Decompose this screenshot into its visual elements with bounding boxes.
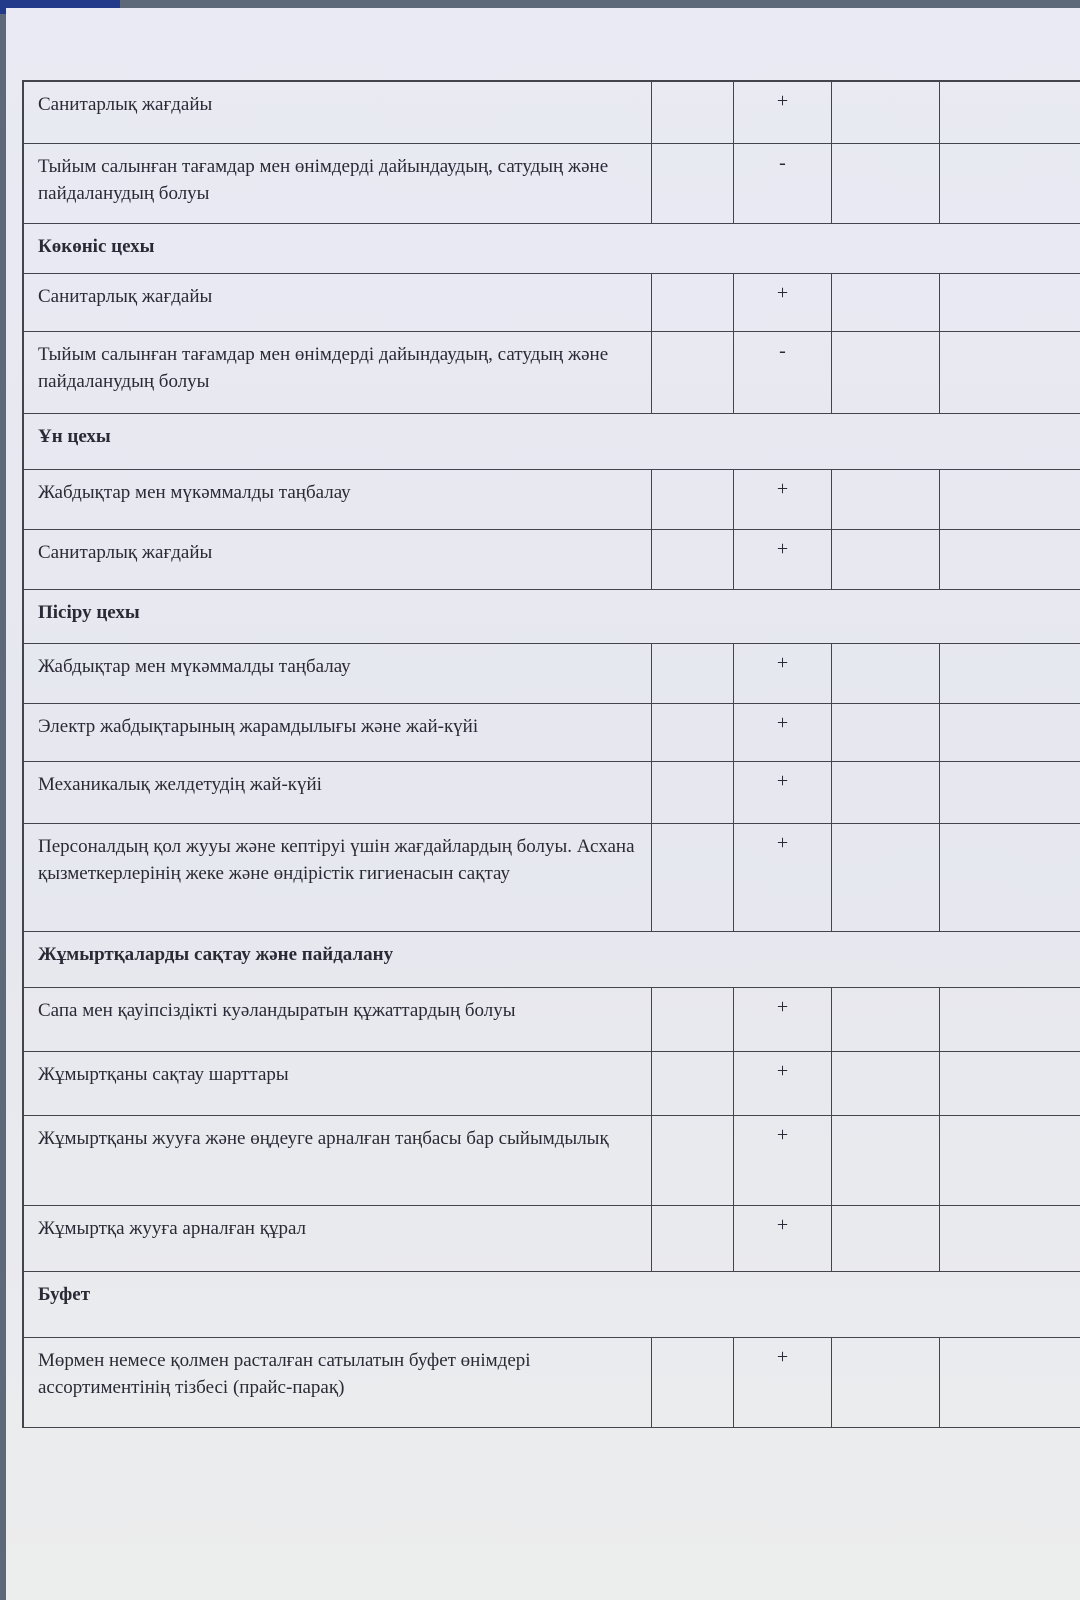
empty-cell bbox=[832, 470, 940, 529]
mark-cell: + bbox=[734, 704, 832, 761]
empty-cell bbox=[652, 1116, 734, 1205]
section-heading: Жұмыртқаларды сақтау және пайдалану bbox=[24, 932, 1080, 988]
mark-cell: + bbox=[734, 1116, 832, 1205]
empty-cell bbox=[832, 762, 940, 823]
empty-cell bbox=[832, 1116, 940, 1205]
criterion-text: Персоналдың қол жууы және кептіруі үшін жағдайлардың болуы. Асхана қызметкерлерінің жеке және өндірістік гигиенасын сақтау bbox=[24, 824, 652, 931]
criterion-text: Тыйым салынған тағамдар мен өнімдерді дайындаудың, сатудың және пайдаланудың болуы bbox=[24, 144, 652, 223]
document-page bbox=[6, 8, 1080, 1600]
empty-cell bbox=[652, 704, 734, 761]
empty-cell bbox=[940, 530, 1080, 589]
empty-cell bbox=[940, 1338, 1080, 1427]
empty-cell bbox=[940, 274, 1080, 331]
table-row bbox=[24, 1338, 1080, 1428]
empty-cell bbox=[940, 762, 1080, 823]
mark-cell: + bbox=[734, 274, 832, 331]
criterion-text: Жұмыртқаны сақтау шарттары bbox=[24, 1052, 652, 1115]
empty-cell bbox=[832, 274, 940, 331]
empty-cell bbox=[940, 144, 1080, 223]
empty-cell bbox=[652, 470, 734, 529]
empty-cell bbox=[832, 1052, 940, 1115]
mark-cell: + bbox=[734, 824, 832, 931]
criterion-text: Механикалық желдетудің жай-күйі bbox=[24, 762, 652, 823]
empty-cell bbox=[832, 988, 940, 1051]
mark-cell: + bbox=[734, 470, 832, 529]
empty-cell bbox=[940, 644, 1080, 703]
criterion-text: Сапа мен қауіпсіздікті куәландыратын құжаттардың болуы bbox=[24, 988, 652, 1051]
table-row bbox=[24, 988, 1080, 1052]
empty-cell bbox=[832, 1206, 940, 1271]
mark-cell: + bbox=[734, 644, 832, 703]
mark-cell: + bbox=[734, 530, 832, 589]
empty-cell bbox=[652, 82, 734, 143]
criterion-text: Тыйым салынған тағамдар мен өнімдерді дайындаудың, сатудың және пайдаланудың болуы bbox=[24, 332, 652, 413]
empty-cell bbox=[652, 1338, 734, 1427]
criterion-text: Санитарлық жағдайы bbox=[24, 274, 652, 331]
empty-cell bbox=[940, 1116, 1080, 1205]
empty-cell bbox=[940, 1206, 1080, 1271]
empty-cell bbox=[832, 530, 940, 589]
empty-cell bbox=[832, 1338, 940, 1427]
empty-cell bbox=[832, 144, 940, 223]
table-row bbox=[24, 824, 1080, 932]
table-row bbox=[24, 644, 1080, 704]
mark-cell: + bbox=[734, 1338, 832, 1427]
empty-cell bbox=[652, 988, 734, 1051]
mark-cell: + bbox=[734, 762, 832, 823]
empty-cell bbox=[940, 82, 1080, 143]
empty-cell bbox=[832, 824, 940, 931]
criterion-text: Жабдықтар мен мүкәммалды таңбалау bbox=[24, 470, 652, 529]
empty-cell bbox=[652, 1206, 734, 1271]
criterion-text: Электр жабдықтарының жарамдылығы және жай-күйі bbox=[24, 704, 652, 761]
table-row bbox=[24, 1052, 1080, 1116]
empty-cell bbox=[940, 704, 1080, 761]
mark-cell: + bbox=[734, 82, 832, 143]
empty-cell bbox=[832, 644, 940, 703]
section-heading: Көкөніс цехы bbox=[24, 224, 1080, 274]
table-row bbox=[24, 332, 1080, 414]
mark-cell: + bbox=[734, 1206, 832, 1271]
criterion-text: Санитарлық жағдайы bbox=[24, 82, 652, 143]
empty-cell bbox=[652, 274, 734, 331]
empty-cell bbox=[940, 824, 1080, 931]
criterion-text: Санитарлық жағдайы bbox=[24, 530, 652, 589]
empty-cell bbox=[832, 82, 940, 143]
table-row bbox=[24, 82, 1080, 144]
empty-cell bbox=[652, 762, 734, 823]
empty-cell bbox=[940, 988, 1080, 1051]
mark-cell: + bbox=[734, 988, 832, 1051]
empty-cell bbox=[652, 644, 734, 703]
table-row bbox=[24, 274, 1080, 332]
criterion-text: Мөрмен немесе қолмен расталған сатылатын буфет өнімдері ассортиментінің тізбесі (прайс-парақ) bbox=[24, 1338, 652, 1427]
empty-cell bbox=[940, 332, 1080, 413]
table-row bbox=[24, 530, 1080, 590]
mark-cell: + bbox=[734, 1052, 832, 1115]
empty-cell bbox=[940, 1052, 1080, 1115]
section-heading: Пісіру цехы bbox=[24, 590, 1080, 644]
section-heading: Буфет bbox=[24, 1272, 1080, 1338]
empty-cell bbox=[652, 332, 734, 413]
empty-cell bbox=[832, 332, 940, 413]
criterion-text: Жұмыртқа жууға арналған құрал bbox=[24, 1206, 652, 1271]
empty-cell bbox=[652, 530, 734, 589]
criterion-text: Жұмыртқаны жууға және өңдеуге арналған таңбасы бар сыйымдылық bbox=[24, 1116, 652, 1205]
mark-cell: - bbox=[734, 144, 832, 223]
empty-cell bbox=[652, 824, 734, 931]
empty-cell bbox=[652, 144, 734, 223]
table-row bbox=[24, 1206, 1080, 1272]
table-row bbox=[24, 762, 1080, 824]
table-row bbox=[24, 470, 1080, 530]
mark-cell: - bbox=[734, 332, 832, 413]
empty-cell bbox=[832, 704, 940, 761]
section-heading: Ұн цехы bbox=[24, 414, 1080, 470]
criterion-text: Жабдықтар мен мүкәммалды таңбалау bbox=[24, 644, 652, 703]
table-row bbox=[24, 704, 1080, 762]
empty-cell bbox=[940, 470, 1080, 529]
table-row bbox=[24, 1116, 1080, 1206]
checklist-table bbox=[22, 80, 1080, 1428]
empty-cell bbox=[652, 1052, 734, 1115]
table-row bbox=[24, 144, 1080, 224]
